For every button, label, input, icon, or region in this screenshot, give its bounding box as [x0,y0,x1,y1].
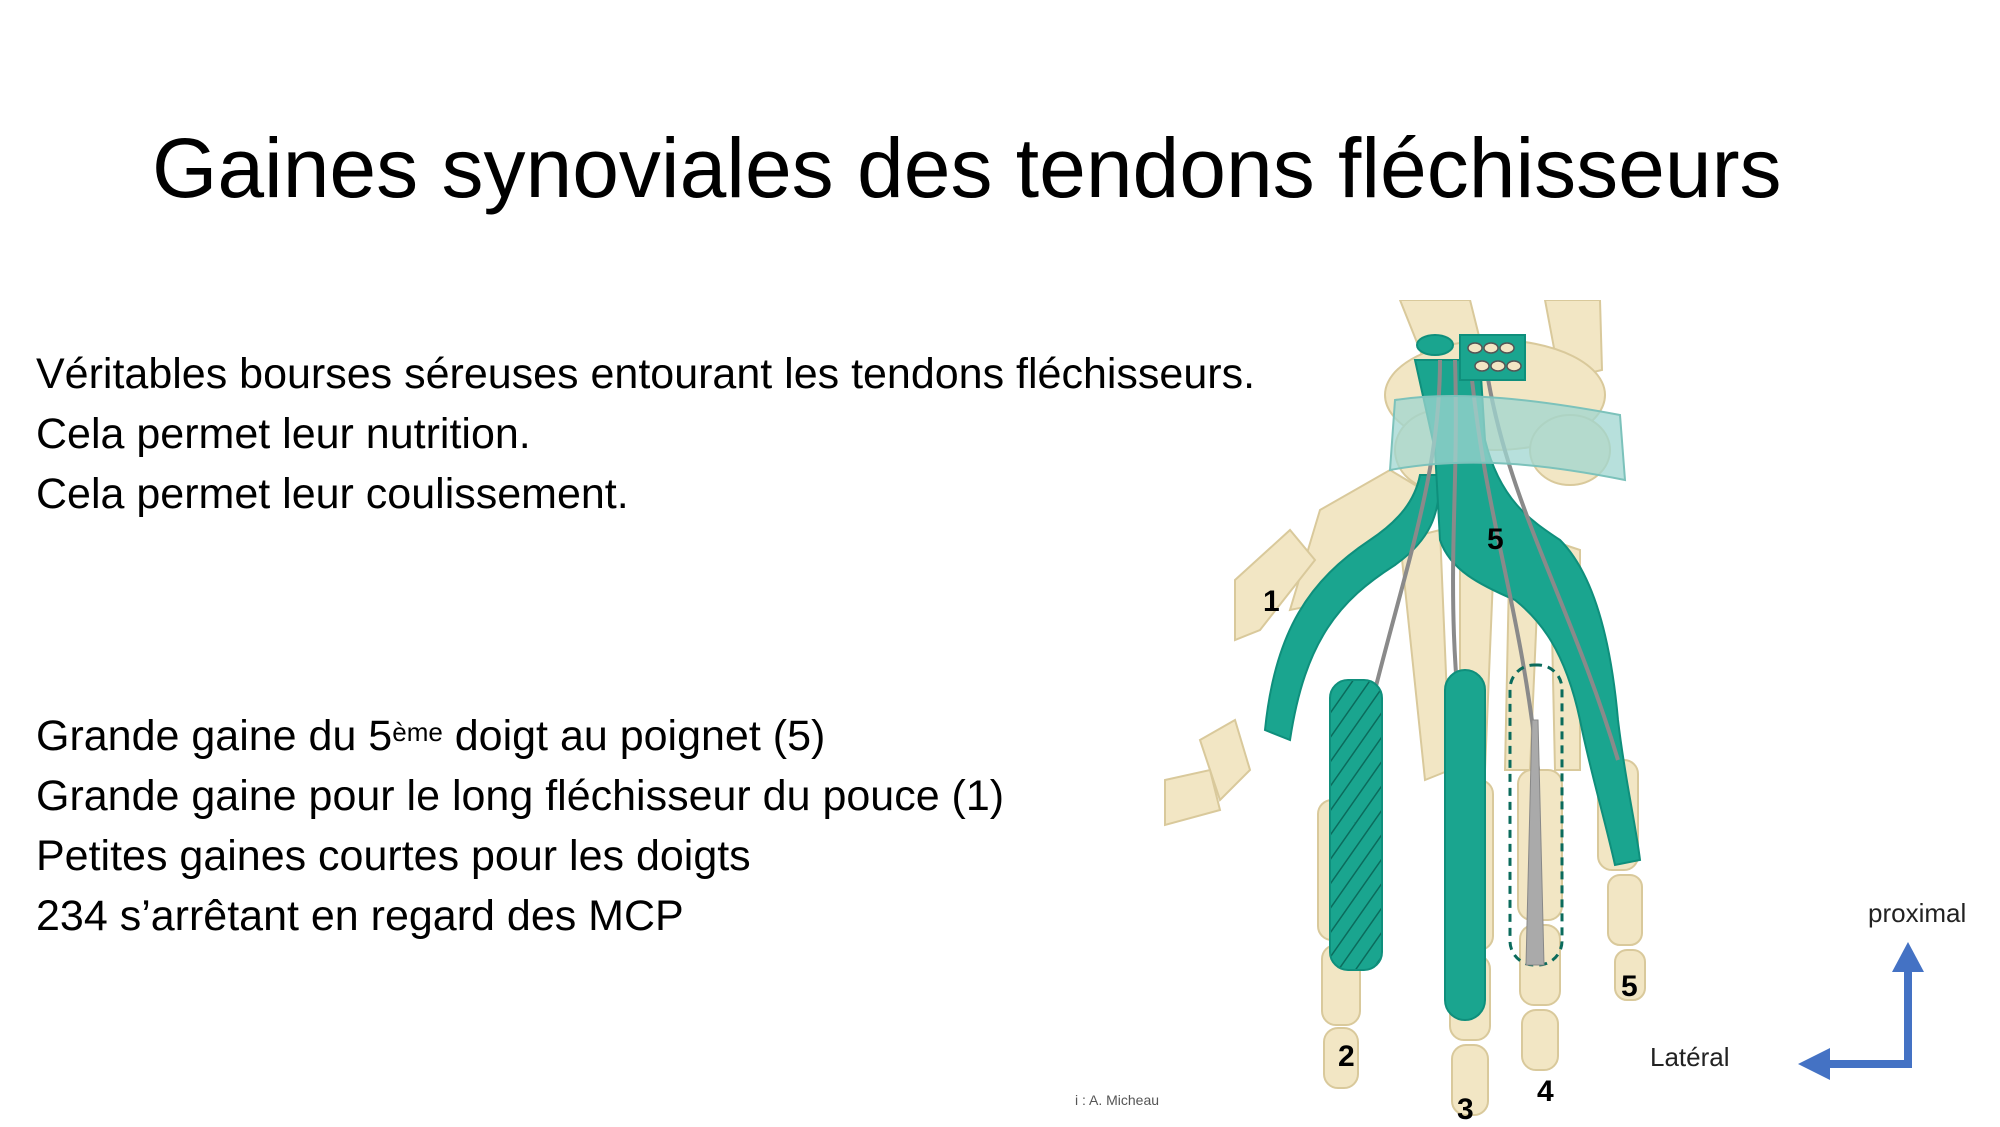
text-fragment: Grande gaine du 5 [36,712,393,760]
text-line [36,706,1004,766]
description-paragraph-2 [36,706,1004,946]
arrow-proximal-icon [1892,942,1924,1068]
superscript: ème [392,717,443,747]
label-3: 3 [1457,1093,1474,1126]
text-line: 234 s’arrêtant en regard des MCP [36,892,684,940]
page-title: Gaines synoviales des tendons fléchisseurs [152,121,1782,215]
label-2: 2 [1338,1040,1355,1073]
label-5-palm: 5 [1487,523,1504,556]
image-credit: i : A. Micheau [1075,1092,1160,1108]
direction-label-proximal: proximal [1868,898,1967,928]
hand-illustration [1140,300,1680,1125]
text-fragment: doigt au poignet (5) [442,712,826,760]
arrow-lateral-icon [1798,1048,1912,1080]
label-1: 1 [1263,585,1280,618]
text-line: Véritables bourses séreuses entourant les tendons fléchisseurs. [36,350,1256,398]
direction-label-lateral: Latéral [1650,1042,1730,1072]
middle-digital-sheath [1445,670,1485,1020]
label-4: 4 [1537,1075,1554,1108]
text-line: Cela permet leur coulissement. [36,470,629,518]
label-5-finger: 5 [1621,970,1638,1003]
text-line: Grande gaine pour le long fléchisseur du pouce (1) [36,772,1005,820]
description-paragraph-1 [36,344,1255,524]
index-digital-sheath [1330,680,1382,970]
text-line: Cela permet leur nutrition. [36,410,531,458]
orientation-arrows [1790,940,1930,1080]
text-line: Petites gaines courtes pour les doigts [36,832,751,880]
